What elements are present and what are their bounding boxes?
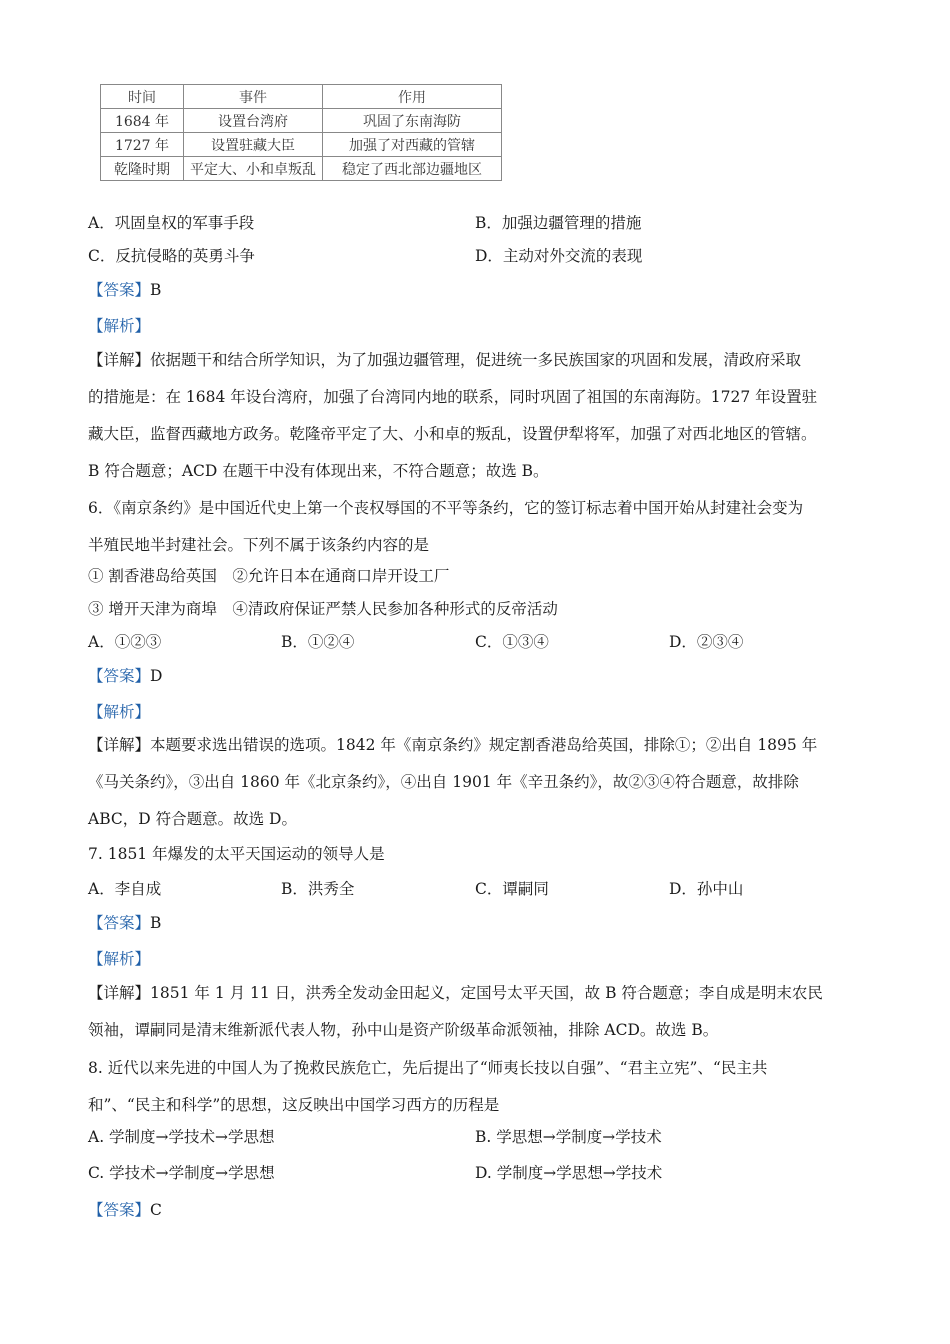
table-cell: 稳定了西北部边疆地区 — [323, 157, 502, 181]
q8-option-b: B. 学思想→学制度→学技术 — [475, 1128, 662, 1146]
table-cell: 乾隆时期 — [101, 157, 184, 181]
q6-answer — [88, 666, 162, 686]
detail-line — [88, 342, 868, 379]
q6-stem — [88, 490, 868, 564]
q6-option-c: C．①③④ — [475, 633, 549, 651]
q6-item-line-1: ① 割香港岛给英国 ②允许日本在通商口岸开设工厂 — [88, 567, 450, 585]
q7-stem: 7. 1851 年爆发的太平天国运动的领导人是 — [88, 845, 385, 863]
detail-tag: 【详解】 — [88, 736, 151, 754]
analysis-tag: 【解析】 — [88, 703, 151, 721]
answer-value: C — [150, 1201, 162, 1219]
table-cell: 设置台湾府 — [184, 109, 323, 133]
q8-option-c: C. 学技术→学制度→学思想 — [88, 1164, 275, 1182]
answer-value: B — [150, 281, 162, 299]
detail-line — [88, 727, 868, 764]
table-row — [101, 157, 502, 181]
q5-option-d: D．主动对外交流的表现 — [475, 247, 643, 265]
detail-line: 领袖，谭嗣同是清末维新派代表人物，孙中山是资产阶级革命派领袖，排除 ACD。故选 B。 — [88, 1021, 719, 1039]
q8-answer — [88, 1200, 162, 1220]
table-row — [101, 133, 502, 157]
q5-option-b: B．加强边疆管理的措施 — [475, 214, 642, 232]
q7-analysis-tag — [88, 949, 150, 969]
q6-detail — [88, 727, 868, 838]
detail-tag: 【详解】 — [88, 351, 151, 369]
q7-option-b: B．洪秀全 — [281, 880, 355, 898]
q8-stem — [88, 1050, 868, 1124]
q6-item-line-2: ③ 增开天津为商埠 ④清政府保证严禁人民参加各种形式的反帝活动 — [88, 600, 558, 618]
table-header-cell: 时间 — [101, 85, 184, 109]
detail-text: 依据题干和结合所学知识，为了加强边疆管理，促进统一多民族国家的巩固和发展，清政府采取 — [150, 351, 802, 369]
table-header-cell: 事件 — [184, 85, 323, 109]
q7-answer — [88, 913, 161, 933]
table-header-row — [101, 85, 502, 109]
q8-option-d: D. 学制度→学思想→学技术 — [475, 1164, 663, 1182]
q5-option-c: C．反抗侵略的英勇斗争 — [88, 247, 255, 265]
q5-detail — [88, 342, 868, 490]
q5-option-a: A．巩固皇权的军事手段 — [88, 214, 255, 232]
table-cell: 1727 年 — [101, 133, 184, 157]
stem-line: 和”、“民主和科学”的思想，这反映出中国学习西方的历程是 — [88, 1096, 500, 1114]
answer-tag: 【答案】 — [88, 667, 151, 685]
table-row — [101, 109, 502, 133]
answer-tag: 【答案】 — [88, 1201, 151, 1219]
q7-option-c: C．谭嗣同 — [475, 880, 549, 898]
analysis-tag: 【解析】 — [88, 317, 151, 335]
stem-line: 半殖民地半封建社会。下列不属于该条约内容的是 — [88, 536, 430, 554]
table-header-cell: 作用 — [323, 85, 502, 109]
detail-line — [88, 975, 868, 1012]
q7-option-a: A．李自成 — [88, 880, 162, 898]
q7-detail — [88, 975, 868, 1049]
table-cell: 设置驻藏大臣 — [184, 133, 323, 157]
table-cell: 1684 年 — [101, 109, 184, 133]
analysis-tag: 【解析】 — [88, 950, 151, 968]
detail-line: ABC，D 符合题意。故选 D。 — [88, 810, 297, 828]
detail-tag: 【详解】 — [88, 984, 151, 1002]
detail-text: 1851 年 1 月 11 日，洪秀全发动金田起义，定国号太平天国，故 B 符合题意；李自成是明末农民 — [150, 984, 823, 1002]
answer-value: B — [150, 914, 162, 932]
table-cell: 加强了对西藏的管辖 — [323, 133, 502, 157]
detail-line: 《马关条约》，③出自 1860 年《北京条约》，④出自 1901 年《辛丑条约》，故②③④符合题意，故排除 — [88, 773, 799, 791]
answer-value: D — [150, 667, 163, 685]
q5-analysis-tag — [88, 316, 150, 336]
table-cell: 巩固了东南海防 — [323, 109, 502, 133]
answer-tag: 【答案】 — [88, 914, 151, 932]
q6-analysis-tag — [88, 702, 150, 722]
detail-line: B 符合题意；ACD 在题干中没有体现出来，不符合题意；故选 B。 — [88, 462, 549, 480]
q6-option-d: D．②③④ — [669, 633, 744, 651]
detail-line: 藏大臣，监督西藏地方政务。乾隆帝平定了大、小和卓的叛乱，设置伊犁将军，加强了对西北地区的管辖。 — [88, 425, 817, 443]
detail-text: 本题要求选出错误的选项。1842 年《南京条约》规定割香港岛给英国，排除①；②出自 1895 年 — [150, 736, 818, 754]
stem-line: 8. 近代以来先进的中国人为了挽救民族危亡，先后提出了“师夷长技以自强”、“君主立宪”、“民主共 — [88, 1059, 768, 1077]
answer-tag: 【答案】 — [88, 281, 151, 299]
q6-option-a: A．①②③ — [88, 633, 162, 651]
q7-option-d: D．孙中山 — [669, 880, 744, 898]
stem-line: 6．《南京条约》是中国近代史上第一个丧权辱国的不平等条约，它的签订标志着中国开始从封建社会变为 — [88, 499, 804, 517]
q5-answer — [88, 280, 161, 300]
detail-line: 的措施是：在 1684 年设台湾府，加强了台湾同内地的联系，同时巩固了祖国的东南海防。1727 年设置驻 — [88, 388, 818, 406]
q6-option-b: B．①②④ — [281, 633, 355, 651]
table-cell: 平定大、小和卓叛乱 — [184, 157, 323, 181]
history-events-table — [100, 84, 502, 181]
q8-option-a: A. 学制度→学技术→学思想 — [88, 1128, 275, 1146]
